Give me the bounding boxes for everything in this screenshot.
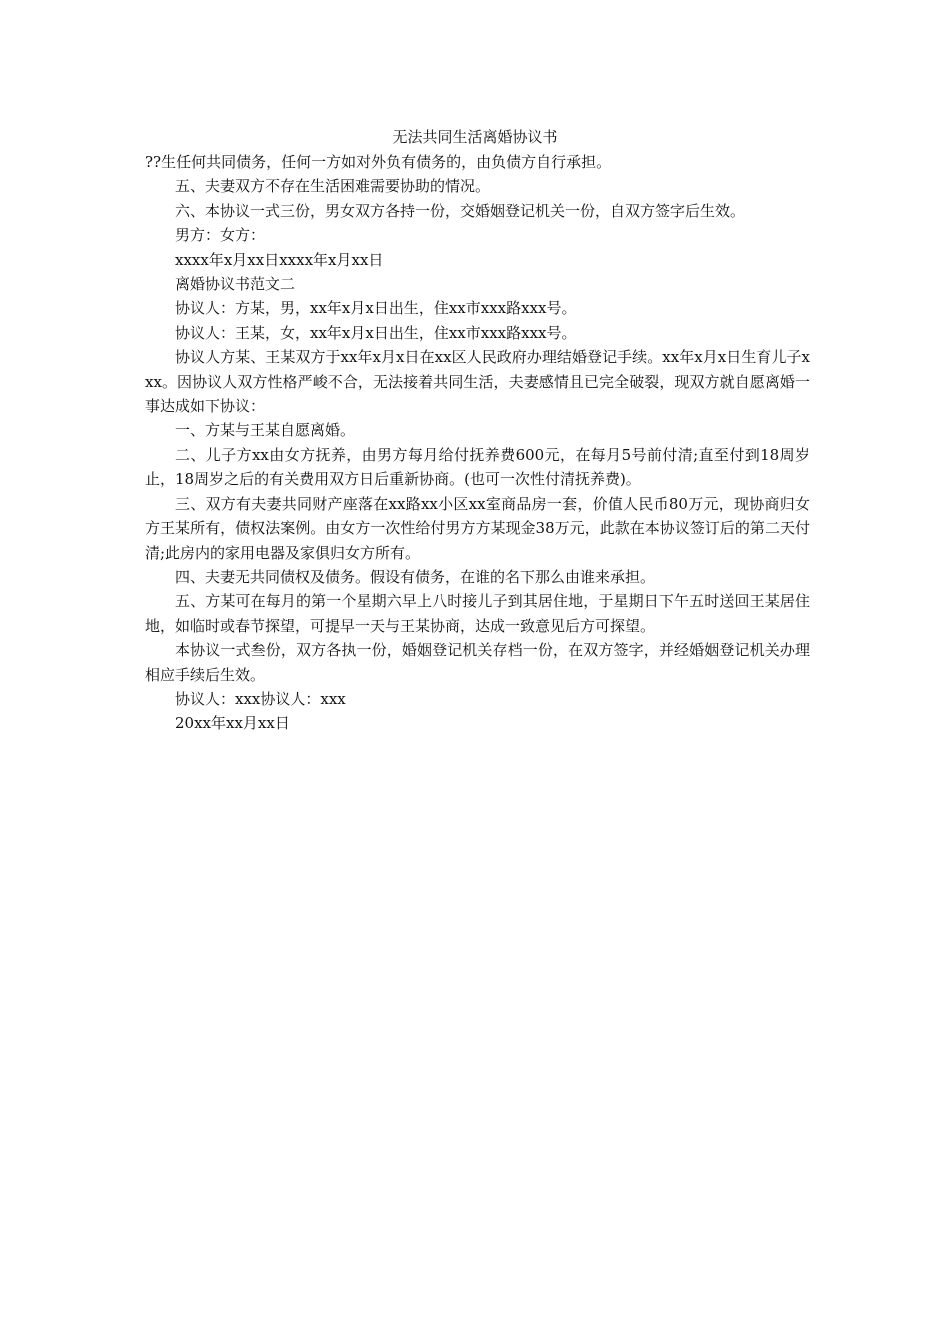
- paragraph-17: 20xx年xx月xx日: [175, 714, 290, 733]
- paragraph-8: 协议人：王某，女，xx年x月x日出生，住xx市xxx路xxx号。: [175, 323, 577, 342]
- document-body: [145, 150, 810, 736]
- document-title: 无法共同生活离婚协议书: [392, 128, 558, 146]
- paragraph-3: 六、本协议一式三份，男女双方各持一份，交婚姻登记机关一份，自双方签字后生效。: [175, 201, 746, 220]
- paragraph-11: 二、儿子方xx由女方抚养，由男方每月给付抚养费600元，在每月5号前付清;直至付到18周岁止，18周岁之后的有关费用双方日后重新协商。(也可一次性付清抚养费)。: [145, 445, 810, 489]
- paragraph-16: 协议人：xxx协议人：xxx: [175, 689, 346, 708]
- paragraph-6: 离婚协议书范文二: [175, 275, 296, 294]
- paragraph-12: 三、双方有夫妻共同财产座落在xx路xx小区xx室商品房一套，价值人民币80万元，现协商归女方王某所有，债权法案例。由女方一次性给付男方方某现金38万元，此款在本协议签订后的第二天付清;此房内的家用电器及家俱归女方所有。: [145, 494, 810, 562]
- paragraph-14: 五、方某可在每月的第一个星期六早上八时接儿子到其居住地，于星期日下午五时送回王某居住地，如临时或春节探望，可提早一天与王某协商，达成一致意见后方可探望。: [145, 592, 810, 635]
- paragraph-4: 男方：女方：: [175, 226, 266, 245]
- paragraph-5: xxxx年x月xx日xxxx年x月xx日: [175, 250, 384, 269]
- paragraph-15: 本协议一式叁份，双方各执一份，婚姻登记机关存档一份，在双方签字，并经婚姻登记机关办理相应手续后生效。: [145, 641, 810, 684]
- paragraph-1: ??生任何共同债务，任何一方如对外负有债务的，由负债方自行承担。: [145, 153, 612, 171]
- paragraph-9: 协议人方某、王某双方于xx年x月x日在xx区人民政府办理结婚登记手续。xx年x月x日生育儿子xxx。因协议人双方性格严峻不合，无法接着共同生活，夫妻感情且已完全破裂，现双方就自愿离婚一事达成如下协议：: [145, 348, 810, 416]
- paragraph-2: 五、夫妻双方不存在生活困难需要协助的情况。: [175, 177, 491, 196]
- paragraph-7: 协议人：方某，男，xx年x月x日出生，住xx市xxx路xxx号。: [175, 299, 577, 318]
- paragraph-10: 一、方某与王某自愿离婚。: [175, 421, 356, 440]
- paragraph-13: 四、夫妻无共同债权及债务。假设有债务，在谁的名下那么由谁来承担。: [175, 567, 656, 586]
